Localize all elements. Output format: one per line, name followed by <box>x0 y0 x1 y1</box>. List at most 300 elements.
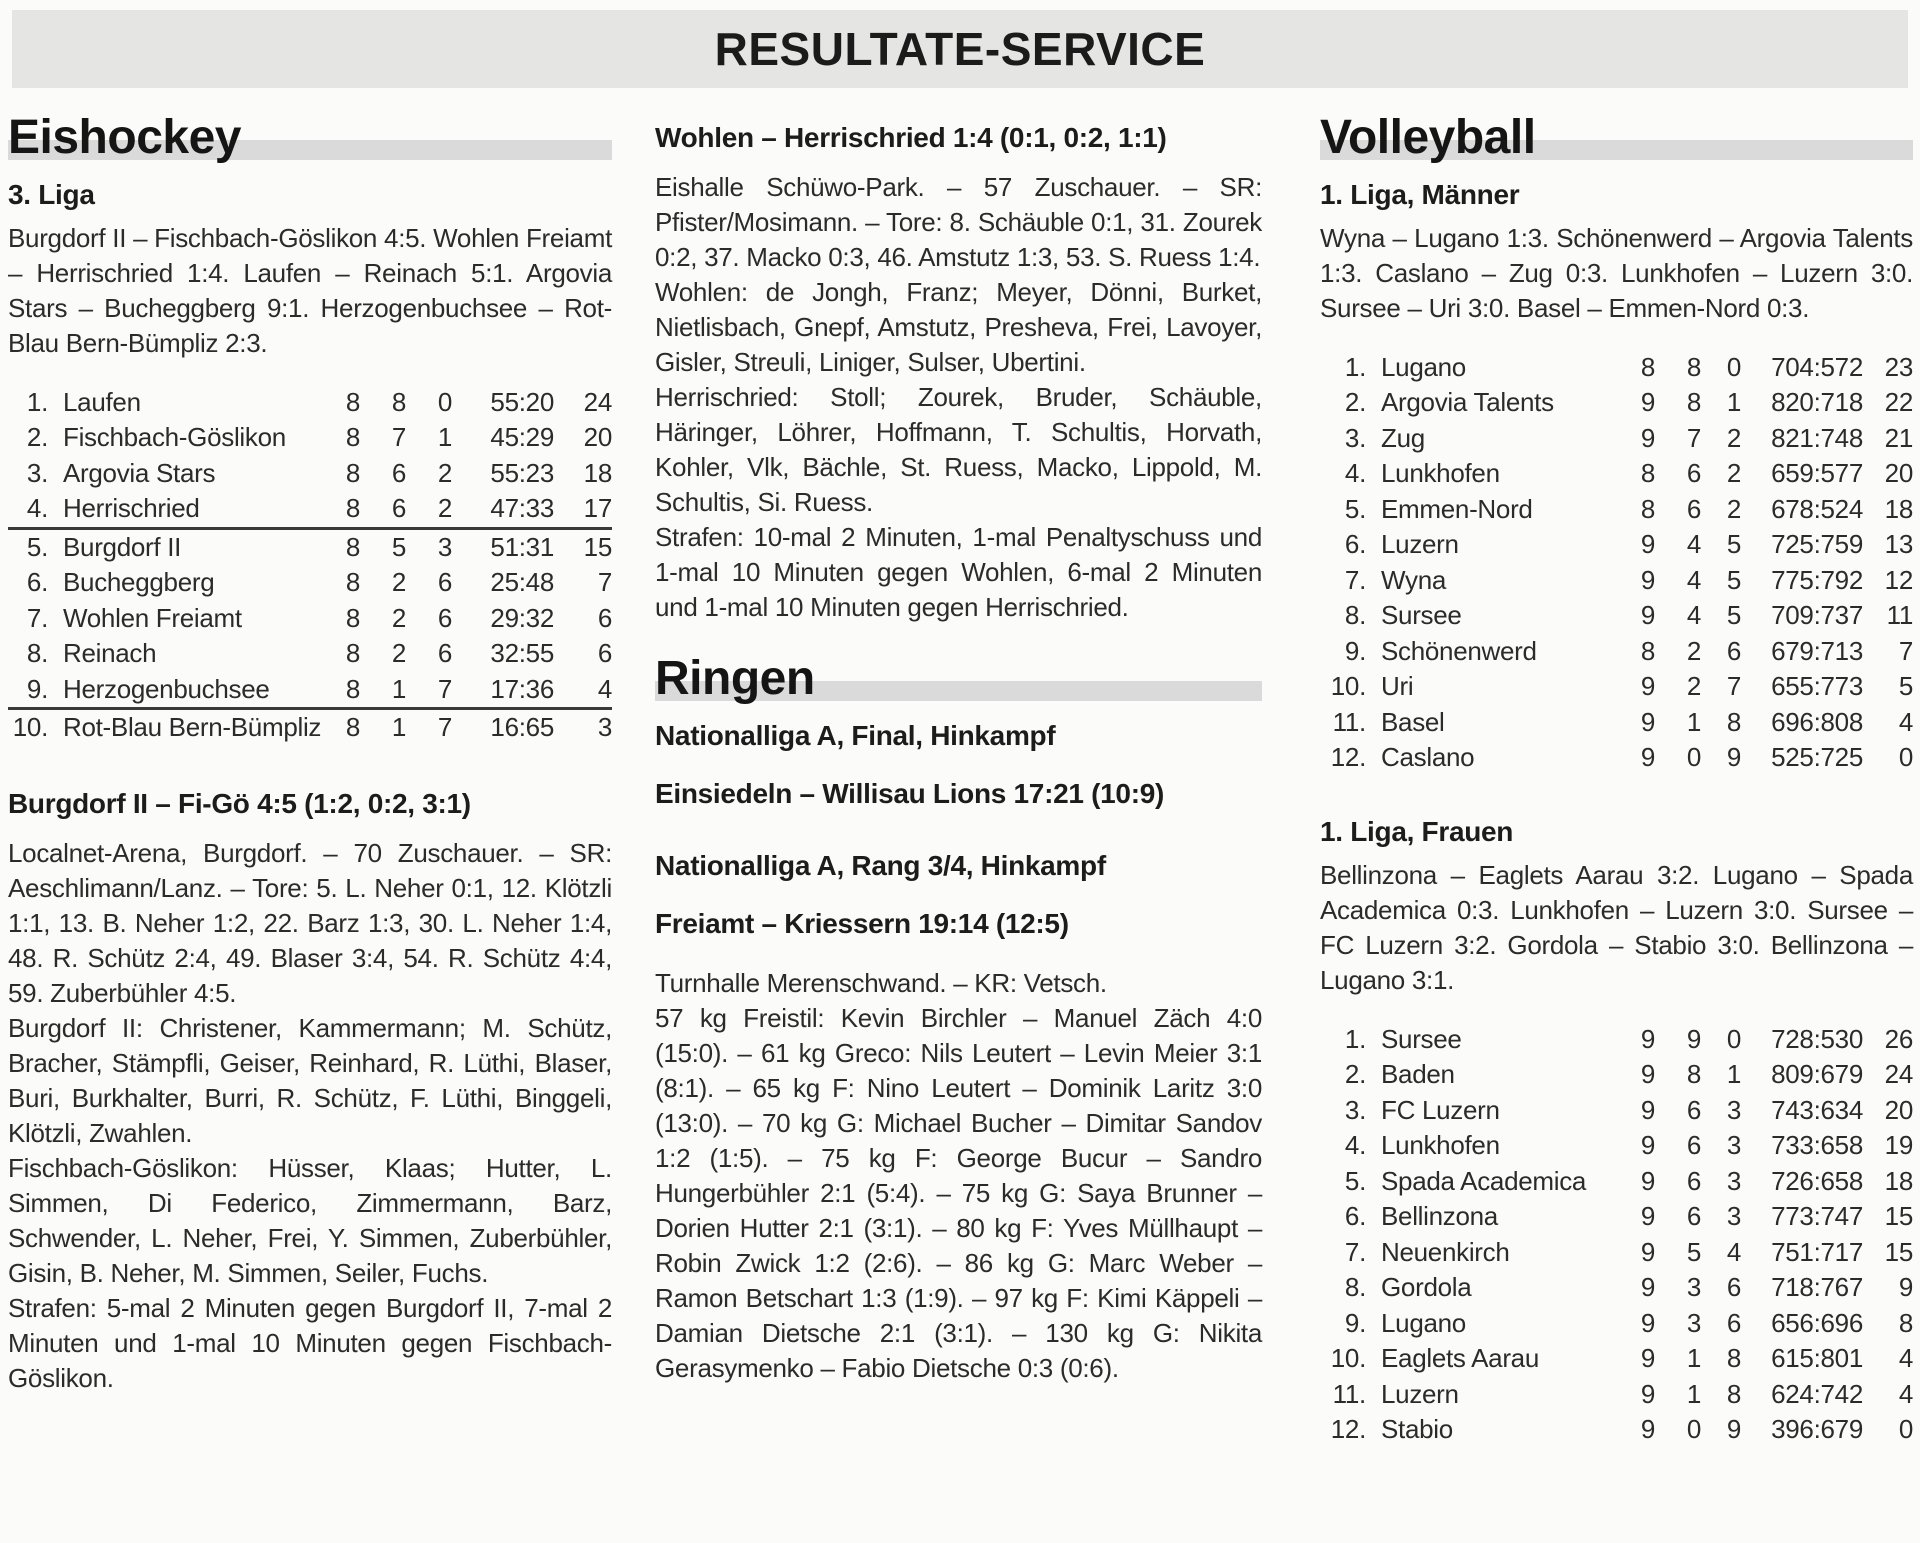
cell-goals: 775:792 <box>1771 564 1863 595</box>
section-title: Volleyball <box>1320 111 1536 164</box>
cell-goals: 656:696 <box>1771 1307 1863 1338</box>
cell-w: 0 <box>1686 742 1701 773</box>
cell-pts: 9 <box>1898 1272 1913 1303</box>
cell-rank: 7. <box>1344 564 1366 595</box>
cell-team: Stabio <box>1381 1414 1453 1445</box>
cell-pts: 4 <box>1898 1378 1913 1409</box>
cell-gp: 9 <box>1640 1059 1655 1090</box>
cell-pts: 4 <box>1898 1343 1913 1374</box>
cell-pts: 19 <box>1884 1130 1913 1161</box>
cell-gp: 8 <box>1640 458 1655 489</box>
cell-rank: 1. <box>26 386 48 417</box>
cell-w: 1 <box>1686 1343 1701 1374</box>
cell-l: 6 <box>437 602 452 633</box>
cell-pts: 3 <box>597 712 612 743</box>
match-report-title-wohlen: Wohlen – Herrischried 1:4 (0:1, 0:2, 1:1) <box>655 122 1167 153</box>
cell-l: 2 <box>437 457 452 488</box>
cell-gp: 9 <box>1640 387 1655 418</box>
cell-gp: 9 <box>1640 529 1655 560</box>
cell-pts: 23 <box>1884 351 1913 382</box>
cell-l: 8 <box>1726 1343 1741 1374</box>
cell-team: Baden <box>1381 1059 1455 1090</box>
cell-w: 4 <box>1686 600 1701 631</box>
cell-w: 6 <box>1686 1094 1701 1125</box>
cell-rank: 9. <box>1344 635 1366 666</box>
cell-goals: 655:773 <box>1771 671 1863 702</box>
cell-gp: 8 <box>1640 635 1655 666</box>
cell-w: 2 <box>391 602 406 633</box>
cell-goals: 725:759 <box>1771 529 1863 560</box>
cell-team: Uri <box>1381 671 1414 702</box>
cell-l: 5 <box>1726 564 1741 595</box>
standings-row <box>1320 1128 1913 1164</box>
cell-l: 2 <box>1726 458 1741 489</box>
cell-rank: 9. <box>1344 1307 1366 1338</box>
standings-row <box>8 710 612 746</box>
cell-rank: 5. <box>1344 493 1366 524</box>
cell-gp: 9 <box>1640 742 1655 773</box>
cell-goals: 743:634 <box>1771 1094 1863 1125</box>
cell-pts: 4 <box>597 673 612 704</box>
cell-pts: 24 <box>1884 1059 1913 1090</box>
cell-team: Luzern <box>1381 1378 1459 1409</box>
cell-pts: 26 <box>1884 1023 1913 1054</box>
results-summary-frauen: Bellinzona – Eaglets Aarau 3:2. Lugano – Spada Academica 0:3. Lunkhofen – Luzern 3:0. Sursee – FC Luzern 3:2. Gordola – Stabio 3:0. Bellinzona – Lugano 3:1. <box>1320 859 1913 995</box>
cell-gp: 8 <box>345 712 360 743</box>
cell-pts: 21 <box>1884 422 1913 453</box>
cell-w: 1 <box>391 712 406 743</box>
cell-w: 7 <box>1686 422 1701 453</box>
standings-row <box>8 491 612 530</box>
cell-team: Lunkhofen <box>1381 458 1500 489</box>
cell-gp: 8 <box>345 638 360 669</box>
cell-gp: 9 <box>1640 1130 1655 1161</box>
cell-pts: 11 <box>1886 600 1913 631</box>
cell-gp: 9 <box>1640 1094 1655 1125</box>
cell-gp: 8 <box>345 422 360 453</box>
cell-pts: 18 <box>583 457 612 488</box>
cell-team: Reinach <box>63 638 157 669</box>
cell-goals: 678:524 <box>1771 493 1863 524</box>
standings-row <box>8 385 612 421</box>
cell-l: 7 <box>437 712 452 743</box>
cell-team: Wohlen Freiamt <box>63 602 242 633</box>
cell-goals: 32:55 <box>490 638 554 669</box>
cell-rank: 5. <box>26 531 48 562</box>
standings-row <box>1320 1164 1913 1200</box>
cell-pts: 6 <box>597 602 612 633</box>
cell-rank: 5. <box>1344 1165 1366 1196</box>
cell-l: 6 <box>437 638 452 669</box>
league-label-maenner: 1. Liga, Männer <box>1320 178 1520 210</box>
volleyball-frauen-standings-table <box>1320 1022 1913 1448</box>
cell-rank: 8. <box>26 638 48 669</box>
section-title: Eishockey <box>8 111 241 164</box>
cell-l: 6 <box>1726 1307 1741 1338</box>
cell-w: 0 <box>1686 1414 1701 1445</box>
standings-row <box>1320 563 1913 599</box>
ringen-subhead-rang34: Nationalliga A, Rang 3/4, Hinkampf <box>655 849 1106 881</box>
cell-pts: 8 <box>1898 1307 1913 1338</box>
cell-l: 9 <box>1726 742 1741 773</box>
cell-w: 6 <box>1686 1130 1701 1161</box>
cell-rank: 2. <box>1344 387 1366 418</box>
cell-pts: 4 <box>1898 706 1913 737</box>
cell-team: Luzern <box>1381 529 1459 560</box>
standings-row <box>1320 1306 1913 1342</box>
cell-pts: 12 <box>1884 564 1913 595</box>
cell-rank: 4. <box>26 493 48 524</box>
cell-pts: 15 <box>1884 1236 1913 1267</box>
ringen-result-final: Einsiedeln – Willisau Lions 17:21 (10:9) <box>655 777 1165 809</box>
cell-goals: 55:20 <box>490 386 554 417</box>
cell-w: 6 <box>391 493 406 524</box>
cell-w: 2 <box>391 567 406 598</box>
cell-l: 2 <box>1726 493 1741 524</box>
cell-team: Herzogenbuchsee <box>63 673 270 704</box>
cell-l: 5 <box>1726 529 1741 560</box>
cell-team: Sursee <box>1381 1023 1462 1054</box>
cell-team: Caslano <box>1381 742 1475 773</box>
cell-goals: 396:679 <box>1771 1414 1863 1445</box>
cell-l: 2 <box>437 493 452 524</box>
standings-row <box>1320 1199 1913 1235</box>
cell-rank: 12. <box>1330 1414 1366 1445</box>
cell-l: 8 <box>1726 706 1741 737</box>
cell-l: 3 <box>1726 1094 1741 1125</box>
cell-pts: 18 <box>1884 1165 1913 1196</box>
cell-l: 1 <box>437 422 452 453</box>
column-middle <box>655 114 1262 1386</box>
cell-l: 2 <box>1726 422 1741 453</box>
cell-pts: 20 <box>583 422 612 453</box>
cell-w: 8 <box>1686 1059 1701 1090</box>
cell-w: 2 <box>1686 635 1701 666</box>
cell-goals: 820:718 <box>1771 387 1863 418</box>
cell-team: Sursee <box>1381 600 1462 631</box>
cell-rank: 1. <box>1344 1023 1366 1054</box>
cell-gp: 9 <box>1640 1343 1655 1374</box>
cell-team: Lugano <box>1381 1307 1466 1338</box>
cell-w: 6 <box>1686 1201 1701 1232</box>
cell-team: Bucheggberg <box>63 567 215 598</box>
cell-l: 3 <box>1726 1130 1741 1161</box>
standings-row <box>1320 385 1913 421</box>
cell-l: 1 <box>1726 387 1741 418</box>
paragraph: Strafen: 5-mal 2 Minuten gegen Burgdorf II, 7-mal 2 Minuten und 1-mal 10 Minuten gegen Fischbach-Göslikon. <box>8 1292 612 1393</box>
cell-rank: 1. <box>1344 351 1366 382</box>
section-head-eishockey <box>8 111 612 164</box>
cell-goals: 733:658 <box>1771 1130 1863 1161</box>
cell-gp: 8 <box>345 386 360 417</box>
standings-row <box>1320 634 1913 670</box>
standings-row <box>1320 598 1913 634</box>
cell-rank: 4. <box>1344 458 1366 489</box>
cell-gp: 9 <box>1640 1378 1655 1409</box>
cell-gp: 8 <box>345 457 360 488</box>
results-summary-maenner: Wyna – Lugano 1:3. Schönenwerd – Argovia Talents 1:3. Caslano – Zug 0:3. Lunkhofen – Luzern 3:0. Sursee – Uri 3:0. Basel – Emmen-Nord 0:3. <box>1320 222 1913 323</box>
standings-row <box>1320 1057 1913 1093</box>
cell-goals: 615:801 <box>1771 1343 1863 1374</box>
paragraph: Eishalle Schüwo-Park. – 57 Zuschauer. – SR: Pfister/Mosimann. – Tore: 8. Schäuble 0:1, 31. Zourek 0:2, 37. Macko 0:3, 46. Amstutz 1:3, 53. S. Ruess 1:4. <box>655 172 1262 272</box>
cell-rank: 9. <box>26 673 48 704</box>
cell-w: 6 <box>1686 1165 1701 1196</box>
standings-row <box>1320 1341 1913 1377</box>
cell-l: 8 <box>1726 1378 1741 1409</box>
cell-gp: 9 <box>1640 564 1655 595</box>
cell-l: 0 <box>1726 1023 1741 1054</box>
cell-rank: 2. <box>26 422 48 453</box>
cell-team: Argovia Talents <box>1381 387 1554 418</box>
match-report-wohlen <box>655 170 1262 625</box>
cell-pts: 0 <box>1898 1414 1913 1445</box>
cell-gp: 9 <box>1640 1272 1655 1303</box>
standings-row <box>1320 1093 1913 1129</box>
standings-row <box>1320 421 1913 457</box>
cell-l: 9 <box>1726 1414 1741 1445</box>
standings-row <box>1320 527 1913 563</box>
standings-row <box>8 601 612 637</box>
cell-w: 6 <box>391 457 406 488</box>
cell-w: 3 <box>1686 1272 1701 1303</box>
cell-pts: 7 <box>1898 635 1913 666</box>
league-label-frauen: 1. Liga, Frauen <box>1320 815 1514 847</box>
cell-goals: 525:725 <box>1771 742 1863 773</box>
cell-rank: 10. <box>1330 1343 1366 1374</box>
cell-goals: 679:713 <box>1771 635 1863 666</box>
cell-pts: 22 <box>1884 387 1913 418</box>
three-column-layout <box>0 88 1920 1448</box>
cell-w: 1 <box>1686 706 1701 737</box>
cell-team: Lunkhofen <box>1381 1130 1500 1161</box>
cell-rank: 3. <box>26 457 48 488</box>
cell-w: 9 <box>1686 1023 1701 1054</box>
cell-team: Fischbach-Göslikon <box>63 422 286 453</box>
cell-l: 0 <box>1726 351 1741 382</box>
cell-team: Neuenkirch <box>1381 1236 1510 1267</box>
paragraph: Strafen: 10-mal 2 Minuten, 1-mal Penaltyschuss und 1-mal 10 Minuten gegen Wohlen, 6-mal 2 Minuten und 1-mal 10 Minuten gegen Herrischried. <box>655 522 1262 622</box>
cell-w: 6 <box>1686 493 1701 524</box>
cell-w: 1 <box>391 673 406 704</box>
cell-w: 5 <box>1686 1236 1701 1267</box>
cell-goals: 45:29 <box>490 422 554 453</box>
cell-l: 7 <box>437 673 452 704</box>
standings-row <box>1320 740 1913 776</box>
standings-row <box>1320 1235 1913 1271</box>
cell-w: 8 <box>1686 351 1701 382</box>
cell-rank: 6. <box>1344 529 1366 560</box>
cell-gp: 9 <box>1640 422 1655 453</box>
cell-team: Spada Academica <box>1381 1165 1587 1196</box>
ringen-result-rang34: Freiamt – Kriessern 19:14 (12:5) <box>655 907 1069 939</box>
cell-team: Lugano <box>1381 351 1466 382</box>
cell-rank: 6. <box>26 567 48 598</box>
cell-pts: 0 <box>1898 742 1913 773</box>
match-report-burgdorf <box>8 836 612 1396</box>
cell-pts: 13 <box>1884 529 1913 560</box>
cell-rank: 10. <box>12 712 48 743</box>
section-head-volleyball <box>1320 111 1913 164</box>
cell-l: 1 <box>1726 1059 1741 1090</box>
cell-rank: 6. <box>1344 1201 1366 1232</box>
standings-row <box>8 456 612 492</box>
cell-pts: 15 <box>1884 1201 1913 1232</box>
cell-gp: 8 <box>345 567 360 598</box>
cell-gp: 9 <box>1640 1023 1655 1054</box>
column-eishockey <box>8 111 612 1396</box>
cell-l: 6 <box>1726 635 1741 666</box>
cell-w: 5 <box>391 531 406 562</box>
ringen-venue-line: Turnhalle Merenschwand. – KR: Vetsch. <box>655 967 1107 998</box>
standings-row <box>8 636 612 672</box>
cell-pts: 18 <box>1884 493 1913 524</box>
results-summary-eishockey: Burgdorf II – Fischbach-Göslikon 4:5. Wohlen Freiamt – Herrischried 1:4. Laufen – Reinach 5:1. Argovia Stars – Bucheggberg 9:1. Herzogenbuchsee – Rot-Blau Bern-Bümpliz 2:3. <box>8 222 612 358</box>
cell-rank: 8. <box>1344 600 1366 631</box>
cell-l: 3 <box>1726 1165 1741 1196</box>
cell-team: Bellinzona <box>1381 1201 1498 1232</box>
cell-team: FC Luzern <box>1381 1094 1500 1125</box>
cell-goals: 696:808 <box>1771 706 1863 737</box>
cell-pts: 17 <box>583 493 612 524</box>
cell-rank: 3. <box>1344 422 1366 453</box>
league-label-3-liga: 3. Liga <box>8 178 95 210</box>
standings-row <box>1320 456 1913 492</box>
cell-team: Burgdorf II <box>63 531 182 562</box>
standings-row <box>1320 350 1913 386</box>
cell-w: 4 <box>1686 564 1701 595</box>
cell-rank: 4. <box>1344 1130 1366 1161</box>
cell-rank: 2. <box>1344 1059 1366 1090</box>
cell-rank: 12. <box>1330 742 1366 773</box>
cell-w: 6 <box>1686 458 1701 489</box>
cell-goals: 809:679 <box>1771 1059 1863 1090</box>
cell-goals: 47:33 <box>490 493 554 524</box>
cell-goals: 728:530 <box>1771 1023 1863 1054</box>
cell-gp: 8 <box>345 673 360 704</box>
section-title: Ringen <box>655 652 815 705</box>
paragraph: Localnet-Arena, Burgdorf. – 70 Zuschauer. – SR: Aeschlimann/Lanz. – Tore: 5. L. Neher 0:1, 12. Klötzli 1:1, 13. B. Neher 1:2, 22. Barz 1:3, 30. L. Neher 1:4, 48. R. Schütz 2:4, 49. Blaser 3:4, 54. R. Schütz 4:4, 59. Zuberbühler 4:5. <box>8 837 612 1008</box>
cell-rank: 11. <box>1332 706 1366 737</box>
standings-row <box>8 530 612 566</box>
cell-w: 8 <box>391 386 406 417</box>
cell-pts: 24 <box>583 386 612 417</box>
standings-row <box>8 420 612 456</box>
ringen-bout-results: 57 kg Freistil: Kevin Birchler – Manuel Zäch 4:0 (15:0). – 61 kg Greco: Nils Leutert – Levin Meier 3:1 (8:1). – 65 kg F: Nino Leutert – Dominik Laritz 3:0 (13:0). – 70 kg G: Michael Bucher – Dimitar Sandov 1:2 (1:5). – 75 kg F: George Bucur – Sandro Hungerbühler 2:1 (5:4). – 75 kg G: Saya Brunner – Dorien Hutter 2:1 (3:1). – 80 kg F: Yves Müllhaupt – Robin Zwick 1:2 (2:6). – 86 kg G: Marc Weber – Ramon Betschart 1:3 (1:9). – 97 kg F: Kimi Käppeli – Damian Dietsche 2:1 (3:1). – 130 kg G: Nikita Gerasymenko – Fabio Dietsche 0:3 (0:6). <box>655 1002 1262 1383</box>
cell-team: Eaglets Aarau <box>1381 1343 1539 1374</box>
paragraph: Herrischried: Stoll; Zourek, Bruder, Schäuble, Häringer, Löhrer, Hoffmann, T. Schultis, Horvath, Kohler, Vlk, Bächle, St. Ruess, Macko, Lippold, M. Schultis, Si. Ruess. <box>655 382 1262 517</box>
cell-rank: 3. <box>1344 1094 1366 1125</box>
cell-l: 3 <box>437 531 452 562</box>
cell-l: 6 <box>437 567 452 598</box>
cell-team: Zug <box>1381 422 1425 453</box>
newspaper-results-page <box>0 10 1920 1448</box>
cell-pts: 6 <box>597 638 612 669</box>
cell-l: 4 <box>1726 1236 1741 1267</box>
cell-pts: 5 <box>1898 671 1913 702</box>
hockey-standings-table <box>8 385 612 746</box>
cell-gp: 8 <box>1640 351 1655 382</box>
cell-gp: 9 <box>1640 706 1655 737</box>
cell-rank: 7. <box>26 602 48 633</box>
cell-pts: 20 <box>1884 1094 1913 1125</box>
paragraph: Wohlen: de Jongh, Franz; Meyer, Dönni, Burket, Nietlisbach, Gnepf, Amstutz, Presheva, Frei, Lavoyer, Gisler, Streuli, Liniger, Sulser, Ubertini. <box>655 277 1262 377</box>
standings-row <box>1320 492 1913 528</box>
cell-l: 6 <box>1726 1272 1741 1303</box>
cell-gp: 9 <box>1640 1307 1655 1338</box>
cell-gp: 9 <box>1640 671 1655 702</box>
cell-w: 2 <box>1686 671 1701 702</box>
cell-team: Argovia Stars <box>63 457 216 488</box>
cell-goals: 25:48 <box>490 567 554 598</box>
cell-gp: 9 <box>1640 1201 1655 1232</box>
ringen-subhead-final: Nationalliga A, Final, Hinkampf <box>655 719 1056 751</box>
cell-goals: 29:32 <box>490 602 554 633</box>
cell-goals: 751:717 <box>1771 1236 1863 1267</box>
cell-goals: 709:737 <box>1771 600 1863 631</box>
cell-rank: 11. <box>1332 1378 1366 1409</box>
column-volleyball <box>1320 111 1913 1448</box>
cell-team: Emmen-Nord <box>1381 493 1533 524</box>
cell-gp: 9 <box>1640 1236 1655 1267</box>
cell-goals: 17:36 <box>490 673 554 704</box>
cell-gp: 9 <box>1640 1414 1655 1445</box>
cell-pts: 20 <box>1884 458 1913 489</box>
standings-row <box>1320 1270 1913 1306</box>
paragraph: Burgdorf II: Christener, Kammermann; M. Schütz, Bracher, Stämpfli, Geiser, Reinhard, R. Lüthi, Blaser, Buri, Burkhalter, Burri, R. Schütz, F. Lüthi, Binggeli, Klötzli, Zwahlen. <box>8 1012 612 1148</box>
cell-team: Schönenwerd <box>1381 635 1537 666</box>
cell-goals: 726:658 <box>1771 1165 1863 1196</box>
cell-goals: 51:31 <box>490 531 554 562</box>
cell-l: 3 <box>1726 1201 1741 1232</box>
cell-goals: 16:65 <box>490 712 554 743</box>
cell-gp: 8 <box>1640 493 1655 524</box>
cell-w: 8 <box>1686 387 1701 418</box>
cell-rank: 10. <box>1330 671 1366 702</box>
cell-l: 5 <box>1726 600 1741 631</box>
volleyball-maenner-standings-table <box>1320 350 1913 776</box>
cell-l: 0 <box>437 386 452 417</box>
cell-rank: 7. <box>1344 1236 1366 1267</box>
cell-rank: 8. <box>1344 1272 1366 1303</box>
cell-team: Basel <box>1381 706 1445 737</box>
section-head-ringen <box>655 652 1262 705</box>
cell-team: Gordola <box>1381 1272 1472 1303</box>
cell-team: Laufen <box>63 386 141 417</box>
cell-team: Herrischried <box>63 493 200 524</box>
standings-row <box>8 672 612 711</box>
cell-w: 7 <box>391 422 406 453</box>
cell-gp: 9 <box>1640 600 1655 631</box>
cell-goals: 55:23 <box>490 457 554 488</box>
cell-team: Rot-Blau Bern-Bümpliz <box>63 712 322 743</box>
cell-goals: 624:742 <box>1771 1378 1863 1409</box>
cell-w: 1 <box>1686 1378 1701 1409</box>
cell-gp: 8 <box>345 493 360 524</box>
cell-gp: 8 <box>345 531 360 562</box>
cell-goals: 821:748 <box>1771 422 1863 453</box>
cell-pts: 15 <box>583 531 612 562</box>
standings-row <box>1320 705 1913 741</box>
match-report-title-burgdorf: Burgdorf II – Fi-Gö 4:5 (1:2, 0:2, 3:1) <box>8 787 471 819</box>
standings-row <box>8 565 612 601</box>
cell-goals: 773:747 <box>1771 1201 1863 1232</box>
cell-l: 7 <box>1726 671 1741 702</box>
paragraph: Fischbach-Göslikon: Hüsser, Klaas; Hutter, L. Simmen, Di Federico, Zimmermann, Barz, Schwender, L. Neher, Frei, Y. Simmen, Zuberbühler, Gisin, B. Neher, M. Simmen, Seiler, Fuchs. <box>8 1152 612 1288</box>
standings-row <box>1320 1412 1913 1448</box>
cell-goals: 659:577 <box>1771 458 1863 489</box>
standings-row <box>1320 1022 1913 1058</box>
cell-w: 4 <box>1686 529 1701 560</box>
